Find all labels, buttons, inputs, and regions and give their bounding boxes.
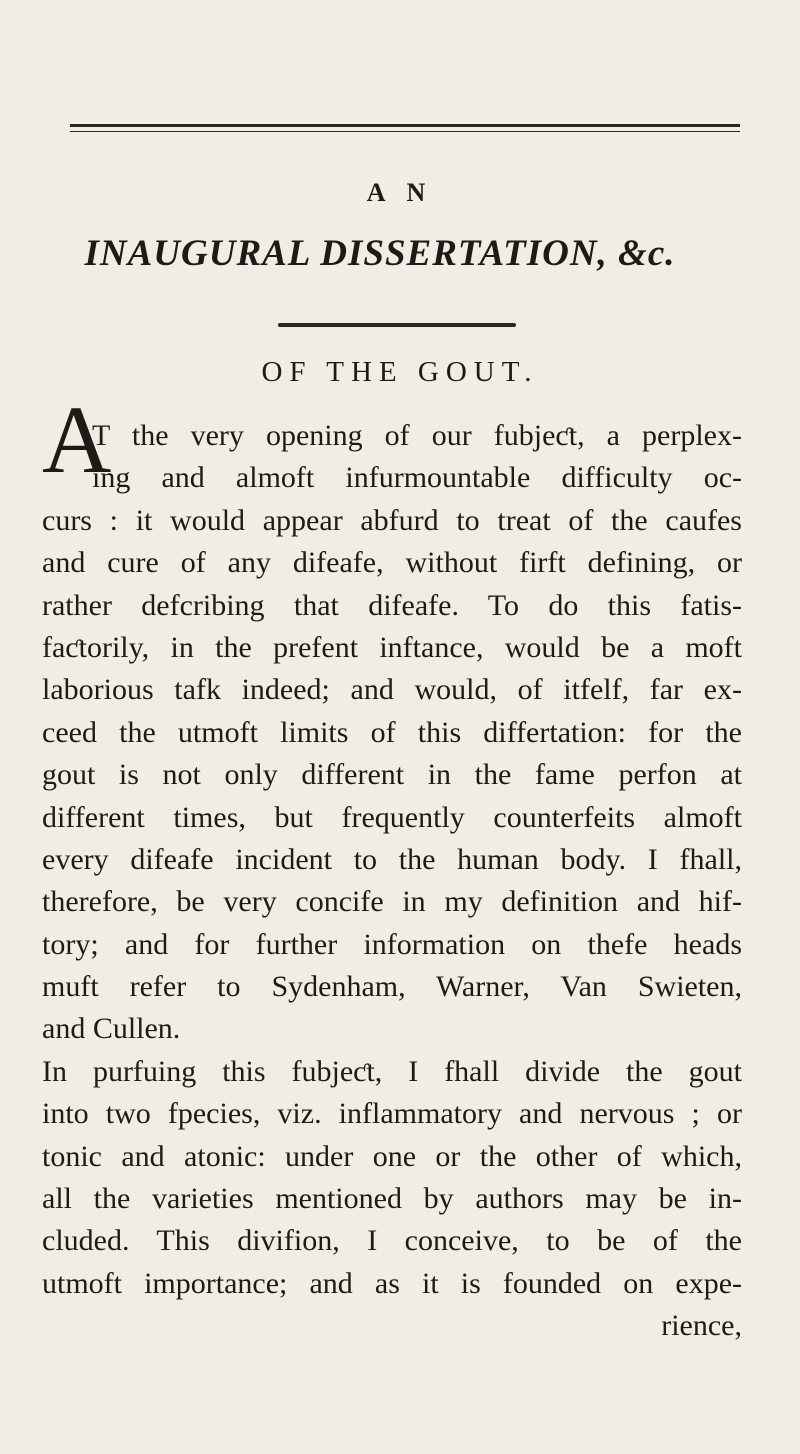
text-line: and Cullen. bbox=[42, 1012, 181, 1046]
text-line: rather defcribing that difeafe. To do this fatis- bbox=[42, 588, 742, 622]
text-line: gout is not only different in the fame perfon at bbox=[42, 758, 742, 792]
text-line: different times, but frequently counterfeits almoft bbox=[42, 800, 742, 834]
text-line: tonic and atonic: under one or the other of which, bbox=[42, 1139, 742, 1173]
text-line: laborious tafk indeed; and would, of itfelf, far ex- bbox=[42, 673, 742, 707]
top-rule bbox=[70, 124, 740, 127]
text-line: ceed the utmoft limits of this differtation: for the bbox=[42, 715, 742, 749]
heading-an: A N bbox=[366, 178, 434, 207]
text-line: T the very opening of our fubjeƈt, a perplex- bbox=[92, 419, 742, 452]
section-rule bbox=[278, 323, 516, 327]
text-line: muft refer to Sydenham, Warner, Van Swieten, bbox=[42, 970, 742, 1004]
text-line: every difeafe incident to the human body. I fhall, bbox=[42, 842, 742, 876]
text-line: all the varieties mentioned by authors may be in- bbox=[42, 1182, 742, 1216]
body-text bbox=[42, 415, 742, 1348]
text-line: In purfuing this fubjeƈt, I fhall divide the gout bbox=[42, 1054, 742, 1088]
drop-cap: A bbox=[42, 386, 112, 493]
page-title: INAUGURAL DISSERTATION, &c. bbox=[84, 233, 676, 274]
text-line: cluded. This divifion, I conceive, to be of the bbox=[42, 1224, 742, 1258]
text-line: therefore, be very concife in my definition and hif- bbox=[42, 885, 742, 919]
text-line: into two fpecies, viz. inflammatory and nervous ; or bbox=[42, 1097, 742, 1131]
section-title: OF THE GOUT. bbox=[261, 356, 539, 388]
text-line: utmoft importance; and as it is founded on expe- bbox=[42, 1266, 742, 1300]
text-line: faƈtorily, in the prefent inftance, would be a moft bbox=[42, 630, 742, 664]
text-line: curs : it would appear abfurd to treat of the caufes bbox=[42, 503, 742, 537]
text-line: ing and almoft infurmountable difficulty oc- bbox=[92, 461, 742, 495]
catchword: rience, bbox=[661, 1309, 742, 1343]
text-line: tory; and for further information on thefe heads bbox=[42, 927, 742, 961]
top-rule-thin bbox=[70, 131, 740, 132]
text-line: and cure of any difeafe, without firft defining, or bbox=[42, 546, 742, 580]
